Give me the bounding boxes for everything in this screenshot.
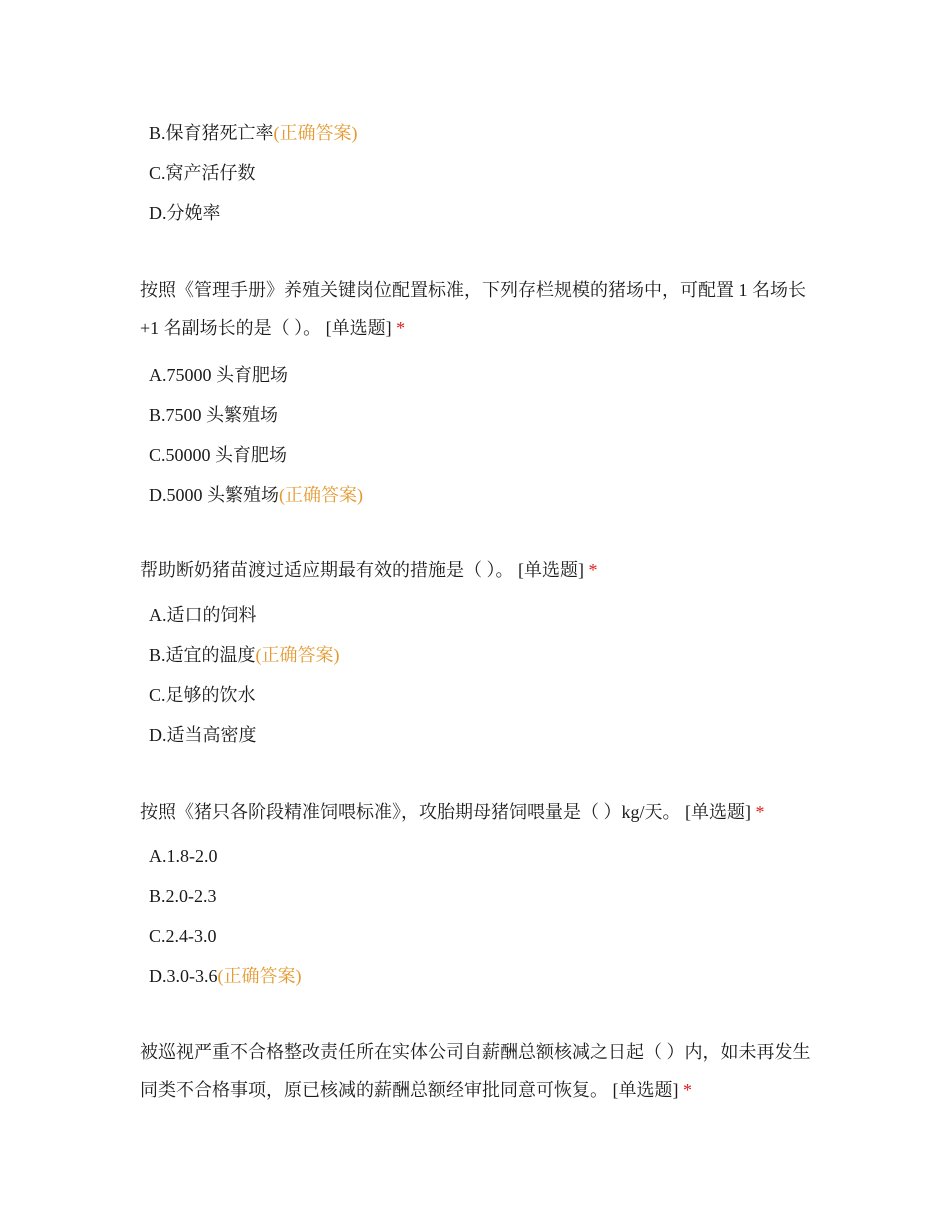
question-stem: 被巡视严重不合格整改责任所在实体公司自薪酬总额核减之日起（ ）内，如未再发生同类不合格事项，原已核减的薪酬总额经审批同意可恢复。 [140, 1042, 811, 1100]
question-text [140, 551, 820, 589]
option [140, 916, 820, 956]
correct-answer-tag: (正确答案) [273, 123, 358, 143]
required-mark: * [396, 318, 406, 338]
question-block [140, 551, 820, 755]
question-block [140, 793, 820, 996]
question-type: [单选题] [518, 560, 584, 580]
option [140, 956, 820, 996]
question-block [140, 271, 820, 515]
question-stem: 帮助断奶猪苗渡过适应期最有效的措施是（ ）。 [140, 560, 514, 580]
question-stem: 按照《猪只各阶段精准饲喂标准》，攻胎期母猪饲喂量是（ ）kg/天。 [140, 802, 681, 822]
option-label: D.3.0-3.6 [149, 966, 218, 986]
question-stem: 按照《管理手册》养殖关键岗位配置标准，下列存栏规模的猪场中，可配置 1 名场长+1 名副场长的是（ ）。 [140, 280, 806, 338]
option [140, 836, 820, 876]
option [140, 475, 820, 515]
question-type: [单选题] [612, 1080, 679, 1100]
required-mark: * [588, 560, 598, 580]
correct-answer-tag: (正确答案) [217, 966, 302, 986]
option [140, 876, 820, 916]
option [140, 355, 820, 395]
option-label: C.足够的饮水 [149, 685, 256, 705]
required-mark: * [755, 802, 765, 822]
option-label: C.窝产活仔数 [149, 163, 256, 183]
required-mark: * [683, 1080, 692, 1100]
option [140, 153, 820, 193]
question-type: [单选题] [325, 318, 392, 338]
question-block [140, 1033, 820, 1109]
option-label: B.7500 头繁殖场 [149, 405, 279, 425]
option-label: A.适口的饲料 [149, 605, 257, 625]
question-block [140, 113, 820, 233]
option [140, 595, 820, 635]
option [140, 193, 820, 233]
question-text [140, 793, 820, 831]
option [140, 435, 820, 475]
correct-answer-tag: (正确答案) [255, 645, 340, 665]
option-label: B.保育猪死亡率 [149, 123, 274, 143]
question-type: [单选题] [685, 802, 751, 822]
question-text [140, 271, 820, 347]
option [140, 113, 820, 153]
option-label: A.75000 头育肥场 [149, 365, 288, 385]
option [140, 635, 820, 675]
option-label: C.50000 头育肥场 [149, 445, 288, 465]
option-label: D.分娩率 [149, 203, 221, 223]
option [140, 675, 820, 715]
option-label: B.2.0-2.3 [149, 886, 217, 906]
option-label: D.5000 头繁殖场 [149, 485, 279, 505]
option-label: B.适宜的温度 [149, 645, 256, 665]
option-label: C.2.4-3.0 [149, 926, 217, 946]
option [140, 395, 820, 435]
correct-answer-tag: (正确答案) [279, 485, 363, 505]
option-label: D.适当高密度 [149, 725, 257, 745]
option [140, 715, 820, 755]
question-text [140, 1033, 820, 1109]
option-label: A.1.8-2.0 [149, 846, 218, 866]
